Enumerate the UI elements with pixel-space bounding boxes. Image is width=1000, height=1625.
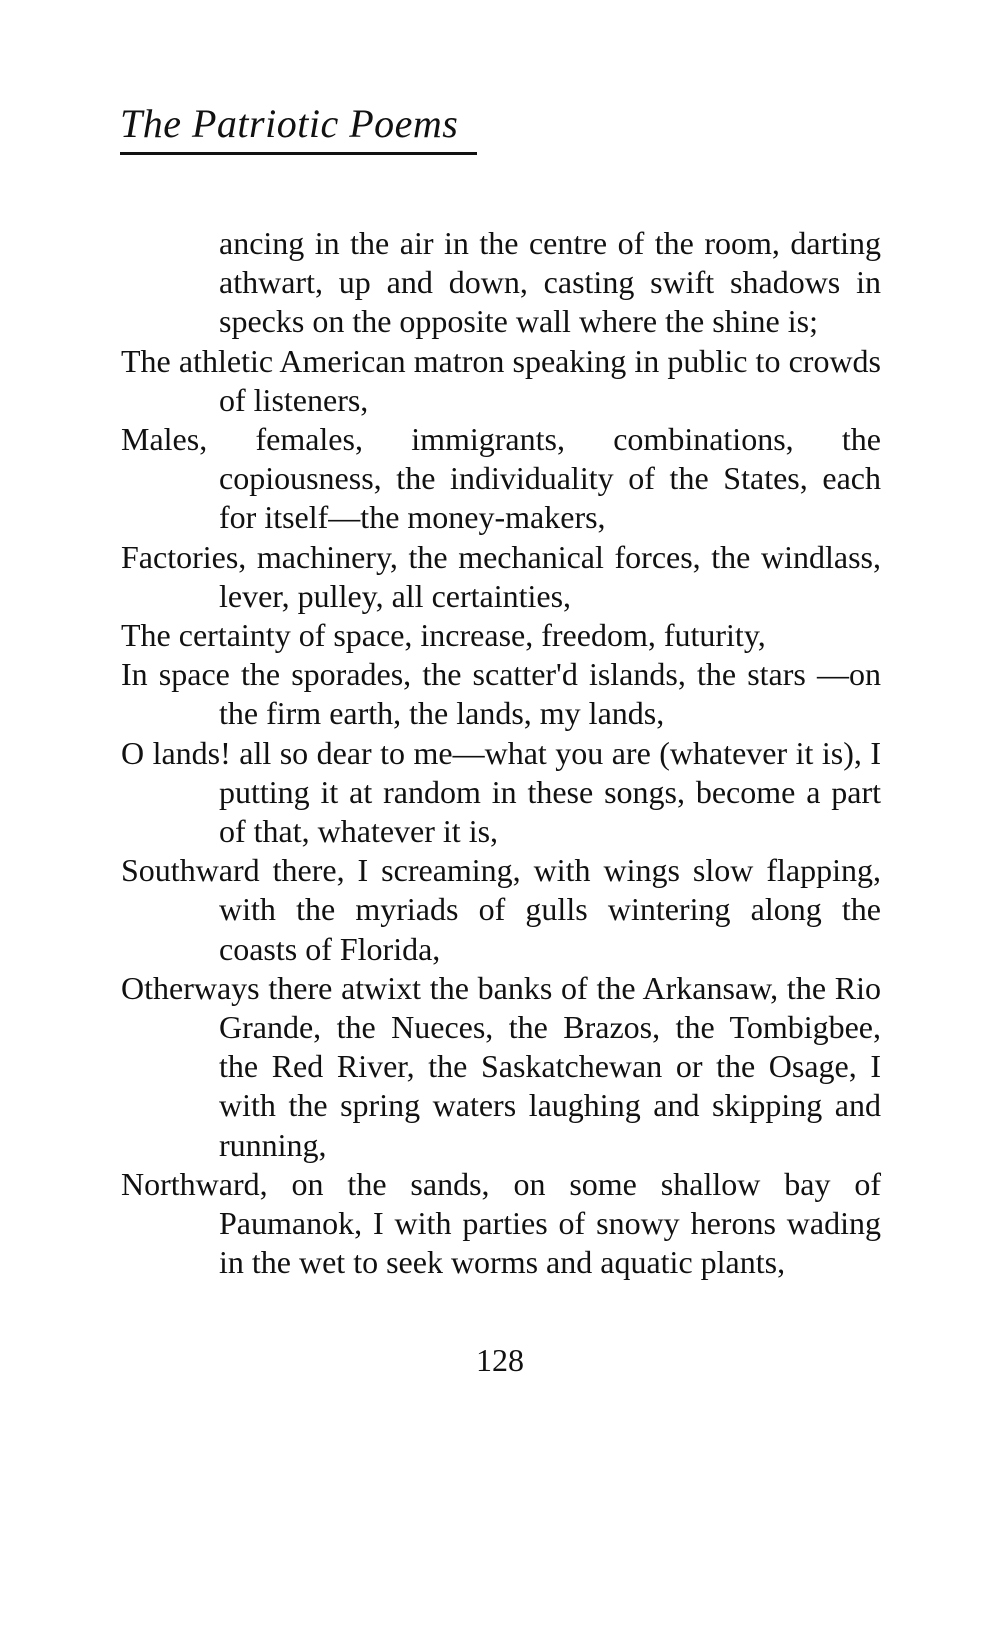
running-head-rule	[120, 152, 477, 155]
poem-line: Factories, machinery, the mechanical forces, the windlass, lever, pulley, all certainties,	[121, 538, 881, 614]
poem-line: Males, females, immigrants, combinations, the copiousness, the individuality of the States, each for itself—the money-makers,	[121, 421, 881, 536]
poem-text	[121, 224, 881, 1282]
page-number: 128	[476, 1342, 524, 1378]
poem-line: Northward, on the sands, on some shallow bay of Paumanok, I with parties of snowy herons wading in the wet to seek worms and aquatic plants,	[121, 1165, 881, 1281]
poem-line: The athletic American matron speaking in public to crowds of listeners,	[121, 342, 881, 418]
running-head: The Patriotic Poems	[120, 101, 459, 146]
poem-line: The certainty of space, increase, freedom, futurity,	[121, 617, 766, 654]
poem-line: In space the sporades, the scatter'd islands, the stars —on the firm earth, the lands, my lands,	[121, 656, 881, 732]
poem-line: Otherways there atwixt the banks of the Arkansaw, the Rio Grande, the Nueces, the Brazos, the Tombigbee, the Red River, the Saskatchewan or the Osage, I with the spring waters laughing and skipping and running,	[121, 969, 881, 1163]
poem-line: ancing in the air in the centre of the room, darting athwart, up and down, casting swift shadows in specks on the opposite wall where the shine is;	[219, 225, 881, 340]
poem-line: O lands! all so dear to me—what you are (whatever it is), I putting it at random in these songs, become a part of that, whatever it is,	[121, 734, 881, 850]
poem-line: Southward there, I screaming, with wings slow flapping, with the myriads of gulls wintering along the coasts of Florida,	[121, 852, 881, 967]
